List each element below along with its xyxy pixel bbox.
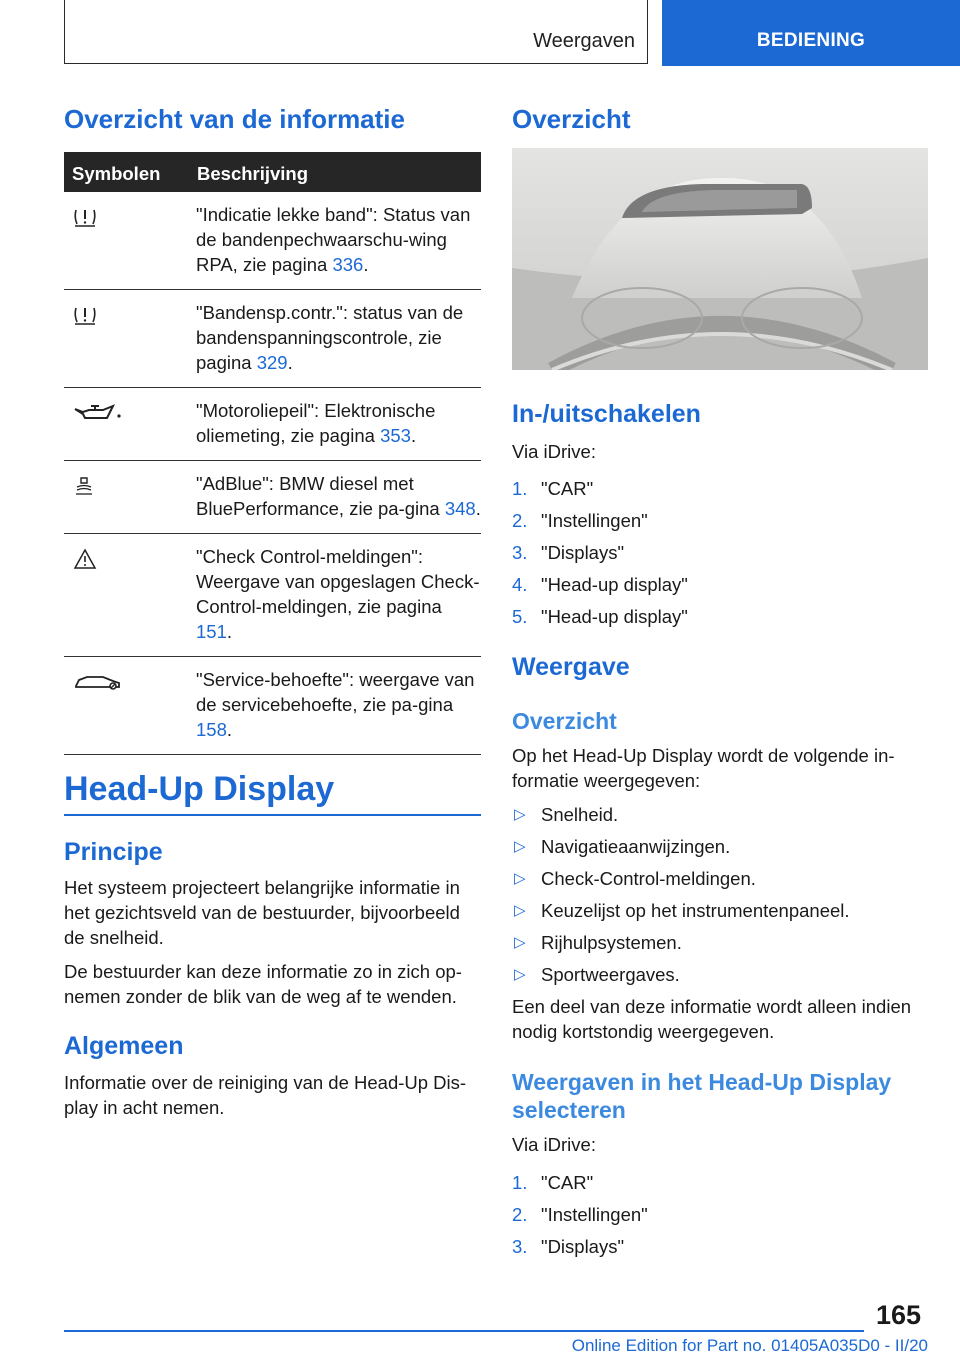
select-steps — [512, 1170, 928, 1266]
list-item: 4. "Head-up display" — [512, 574, 688, 595]
adblue-icon — [73, 475, 113, 497]
list-item: ▷ Snelheid. — [514, 804, 619, 825]
list-item: ▷ Rijhulpsystemen. — [514, 932, 682, 953]
page-link[interactable]: 151 — [196, 621, 227, 642]
hud-dashboard-photo — [512, 148, 928, 370]
footer-rule — [64, 1330, 864, 1332]
row-description: "AdBlue": BMW diesel met BluePerformance, zie pa-gina — [196, 473, 445, 519]
table-header — [64, 152, 481, 192]
principe-paragraph-2: De bestuurder kan deze informatie zo in zich op-nemen zonder de blik van de weg af te wenden. — [64, 961, 462, 1007]
overzicht-title: Overzicht — [512, 104, 631, 134]
principe-paragraph-1: Het systeem projecteert belangrijke informatie in het gezichtsveld van de bestuurder, bijvoorbeeld de snelheid. — [64, 877, 460, 948]
list-item: 1. "CAR" — [512, 1172, 594, 1193]
weergave-bullets — [512, 802, 928, 994]
table-row: "Motoroliepeil": Elektronische oliemeting, zie pagina 353. — [64, 388, 481, 461]
overview-info-title: Overzicht van de informatie — [64, 104, 405, 134]
select-title: Weergaven in het Head-Up Display selecteren — [512, 1069, 892, 1123]
algemeen-paragraph: Informatie over de reiniging van de Head-Up Dis-play in acht nemen. — [64, 1072, 467, 1118]
table-row: "AdBlue": BMW diesel met BluePerformance, zie pa-gina 348. — [64, 461, 481, 534]
principe-title: Principe — [64, 838, 163, 866]
symbols-table — [64, 152, 481, 755]
list-item: 3. "Displays" — [512, 542, 625, 563]
row-description: "Motoroliepeil": Elektronische oliemeting, zie pagina — [196, 400, 436, 446]
list-item: ▷ Keuzelijst op het instrumentenpaneel. — [514, 900, 850, 921]
table-row: "Bandensp.contr.": status van de bandenspanningscontrole, zie pagina 329. — [64, 290, 481, 388]
inuit-steps — [512, 476, 928, 636]
tire-pressure-icon — [73, 304, 113, 326]
weergave-title: Weergave — [512, 653, 630, 681]
list-item: ▷ Sportweergaves. — [514, 964, 680, 985]
page-link[interactable]: 353 — [380, 425, 411, 446]
list-item: ▷ Check-Control-meldingen. — [514, 868, 756, 889]
algemeen-title: Algemeen — [64, 1032, 184, 1060]
select-intro: Via iDrive: — [512, 1134, 596, 1155]
list-item: 2. "Instellingen" — [512, 1204, 648, 1225]
weergave-overzicht-title: Overzicht — [512, 708, 617, 734]
page-link[interactable]: 158 — [196, 719, 227, 740]
weergave-intro: Op het Head-Up Display wordt de volgende in-formatie weergegeven: — [512, 745, 895, 791]
header-chapter-label: BEDIENING — [756, 30, 866, 51]
inuit-intro: Via iDrive: — [512, 441, 596, 462]
hud-title-rule — [64, 814, 481, 816]
list-item: 2. "Instellingen" — [512, 510, 648, 531]
page-link[interactable]: 329 — [256, 352, 288, 373]
service-car-icon — [73, 671, 123, 693]
row-description: "Service-behoefte": weergave van de servicebehoefte, zie pa-gina — [196, 669, 475, 715]
table-header-description: Beschrijving — [197, 163, 309, 184]
table-row: "Service-behoefte": weergave van de servicebehoefte, zie pa-gina 158. — [64, 657, 481, 755]
list-item: 1. "CAR" — [512, 478, 594, 499]
header-section-label: Weergaven — [533, 30, 635, 52]
header-section-box — [64, 0, 648, 64]
row-description: "Bandensp.contr.": status van de bandenspanningscontrole, zie pagina — [196, 302, 464, 373]
hud-title: Head-Up Display — [64, 770, 335, 808]
row-description: "Indicatie lekke band": Status van de bandenpechwaarschu-wing RPA, zie pagina — [196, 204, 471, 275]
warning-triangle-icon — [73, 548, 113, 570]
weergave-note: Een deel van deze informatie wordt alleen indien nodig kortstondig weergegeven. — [512, 996, 912, 1042]
page-link[interactable]: 348 — [444, 498, 476, 519]
list-item: 3. "Displays" — [512, 1236, 625, 1257]
row-description: "Check Control-meldingen": Weergave van opgeslagen Check-Control-meldingen, zie pagina — [196, 546, 480, 617]
table-row: "Check Control-meldingen": Weergave van opgeslagen Check-Control-meldingen, zie pagina 151. — [64, 534, 481, 657]
header-chapter-tab[interactable] — [662, 0, 960, 66]
oil-can-icon — [73, 402, 123, 424]
list-item: 5. "Head-up display" — [512, 606, 688, 627]
table-row: "Indicatie lekke band": Status van de bandenpechwaarschu-wing RPA, zie pagina 336. — [64, 192, 481, 290]
inuit-title: In-/uitschakelen — [512, 400, 701, 428]
footer-edition: Online Edition for Part no. 01405A035D0 - II/20 — [571, 1336, 928, 1355]
list-item: ▷ Navigatieaanwijzingen. — [514, 836, 731, 857]
table-header-symbols: Symbolen — [72, 163, 161, 184]
page-link[interactable]: 336 — [332, 254, 364, 275]
tire-warning-icon — [73, 206, 113, 228]
page-number: 165 — [876, 1300, 922, 1330]
